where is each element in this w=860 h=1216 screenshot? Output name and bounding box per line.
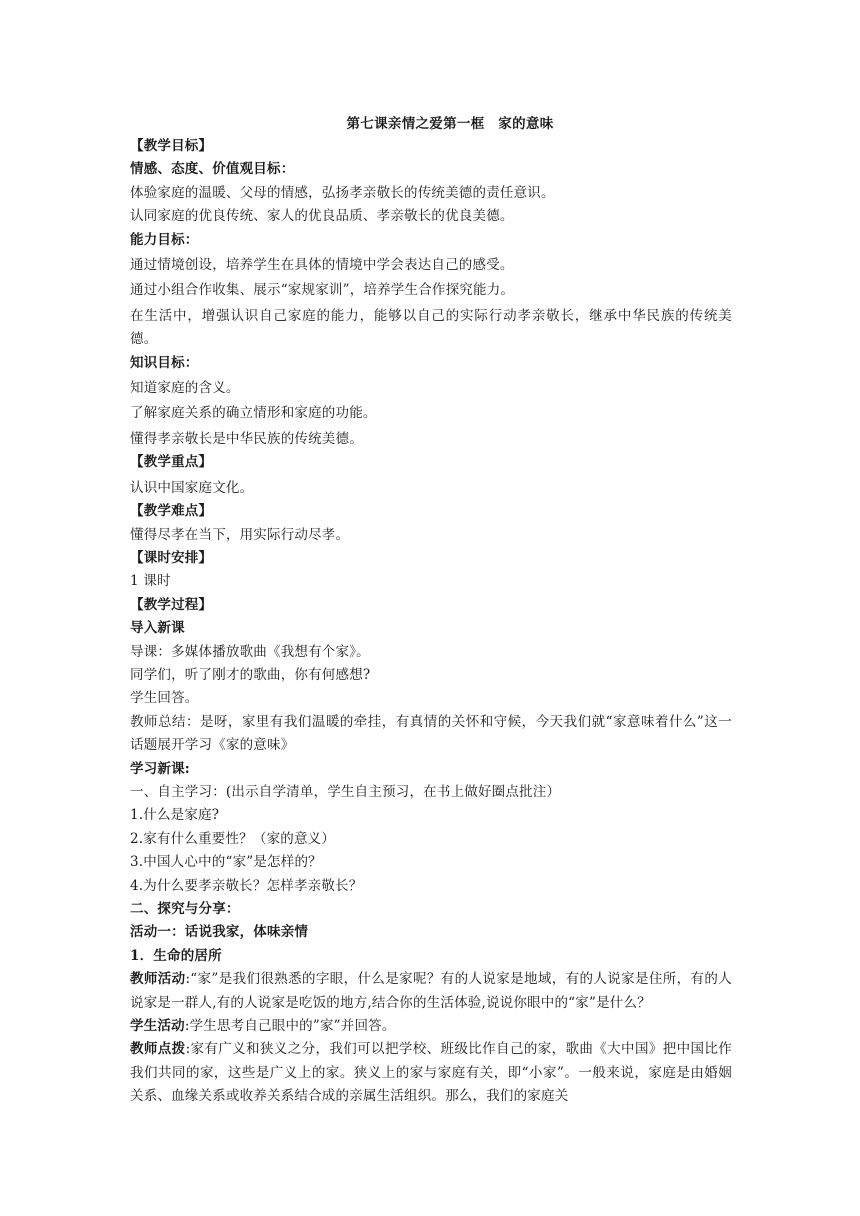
- teaching-objectives-heading: 【教学目标】: [130, 138, 213, 154]
- teacher-summary: 教师总结：是呀，家里有我们温暖的牵挂，有真情的关怀和守候，今天我们就“家意味着什么”这一话题展开学习《家的意味》: [130, 713, 732, 754]
- intro-line: 导课：多媒体播放歌曲《我想有个家》。: [130, 643, 370, 660]
- teacher-activity-text: :“家”是我们很熟悉的字眼，什么是家呢？有的人说家是地域，有的人说家是住所，有的人说家是一群人,有的人说家是吃饭的地方,结合你的生活体验,说说你眼中的“家”是什么？: [130, 971, 732, 1011]
- teacher-guide-text: :家有广义和狭义之分，我们可以把学校、班级比作自己的家，歌曲《大中国》把中国比作我们共同的家，这些是广义上的家。狭义上的家与家庭有关，即“小家”。一般来说，家庭是由婚姻关系、血缘关系或收养关系结合成的亲属生活组织。那么，我们的家庭关: [130, 1041, 732, 1105]
- emotion-objective-item: 体验家庭的温暖、父母的情感，弘扬孝亲敬长的传统美德的责任意识。: [130, 184, 555, 201]
- knowledge-objective-item: 了解家庭关系的确立情形和家庭的功能。: [130, 405, 377, 422]
- difficult-point-text: 懂得尽孝在当下，用实际行动尽孝。: [130, 526, 350, 543]
- subsection-heading: 1．生命的居所: [130, 947, 222, 964]
- emotion-objective-item: 认同家庭的优良传统、家人的优良品质、孝亲敬长的优良美德。: [130, 208, 514, 225]
- ability-objective-item: 通过小组合作收集、展示“家规家训”，培养学生合作探究能力。: [130, 282, 515, 299]
- ability-objective-item: 通过情境创设，培养学生在具体的情境中学会表达自己的感受。: [130, 257, 514, 274]
- ability-objective-item: 在生活中，增强认识自己家庭的能力，能够以自己的实际行动孝亲敬长，继承中华民族的传统美德。: [130, 307, 732, 348]
- student-activity-label: 学生活动: [130, 1018, 185, 1035]
- self-study-question: 1.什么是家庭?: [130, 807, 220, 824]
- teacher-activity-paragraph: [130, 968, 732, 1015]
- teacher-activity-label: 教师活动: [130, 971, 186, 988]
- intro-line: 学生回答。: [130, 690, 199, 707]
- student-activity-text: :学生思考自己眼中的”家”并回答。: [184, 1018, 396, 1035]
- activity-heading: 活动一：话说我家，体味亲情: [130, 924, 309, 941]
- knowledge-objective-item: 懂得孝亲敬长是中华民族的传统美德。: [130, 430, 363, 447]
- teacher-guide-label: 教师点拨: [130, 1041, 186, 1058]
- new-lesson-heading: 学习新课:: [130, 760, 190, 777]
- process-heading: 【教学过程】: [130, 596, 213, 613]
- explore-heading: 二、探究与分享：: [130, 901, 240, 917]
- emotion-objectives-heading: 情感、态度、价值观目标：: [130, 161, 295, 178]
- student-activity-paragraph: [130, 1015, 732, 1038]
- intro-line: 同学们，听了刚才的歌曲，你有何感想?: [130, 666, 371, 683]
- knowledge-objective-item: 知道家庭的含义。: [130, 380, 240, 397]
- self-study-question: 4.为什么要孝亲敬长？怎样孝亲敬长？: [130, 877, 363, 894]
- document-page: [130, 113, 732, 1109]
- knowledge-objectives-heading: 知识目标：: [130, 354, 199, 371]
- self-study-line: 一、自主学习：(出示自学清单，学生自主预习，在书上做好圈点批注）: [130, 783, 561, 800]
- ability-objectives-heading: 能力目标：: [130, 231, 199, 248]
- schedule-heading: 【课时安排】: [130, 549, 213, 566]
- teacher-guide-paragraph: [130, 1038, 732, 1108]
- difficult-point-heading: 【教学难点】: [130, 503, 213, 520]
- self-study-question: 3.中国人心中的“家”是怎样的？: [130, 854, 322, 871]
- self-study-question: 2.家有什么重要性？（家的意义）: [130, 830, 336, 847]
- intro-heading: 导入新课: [130, 620, 185, 637]
- key-point-text: 认识中国家庭文化。: [130, 479, 254, 496]
- schedule-text: 1 课时: [130, 573, 171, 590]
- page-title: 第七课亲情之爱第一框 家的意味: [346, 116, 554, 132]
- key-point-heading: 【教学重点】: [130, 454, 213, 471]
